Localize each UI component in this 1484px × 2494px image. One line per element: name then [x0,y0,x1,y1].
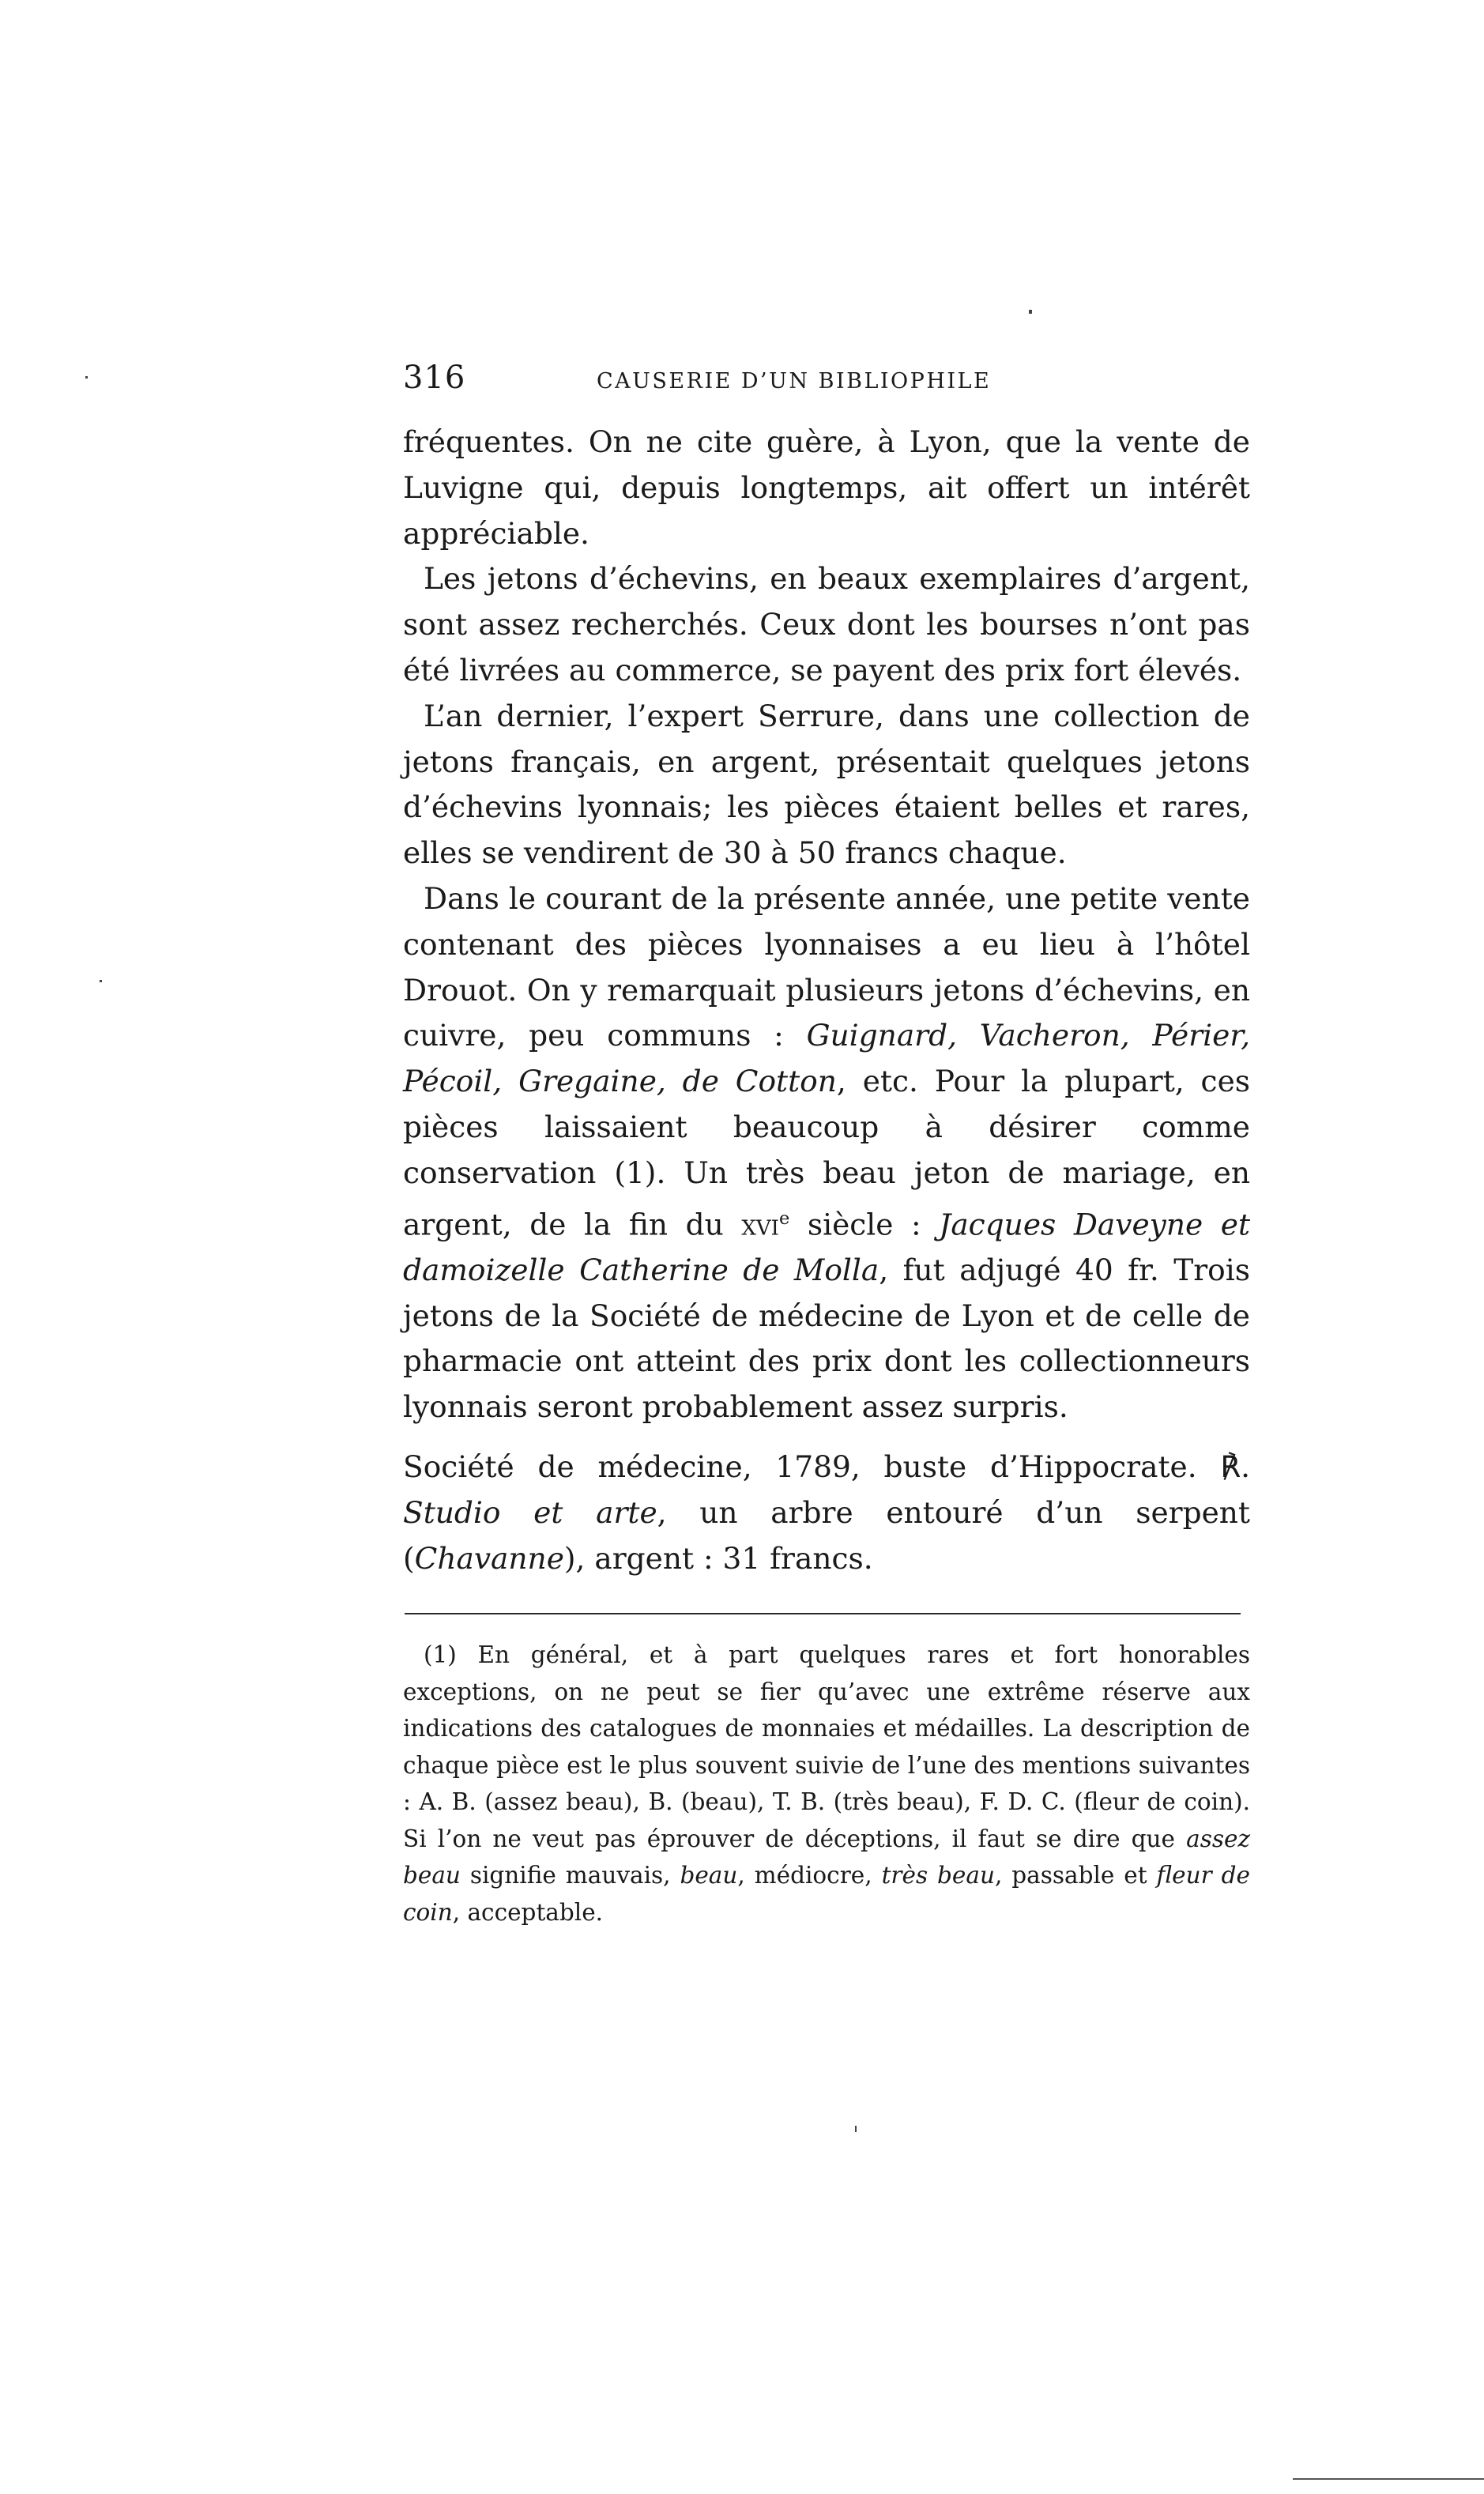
footnotes [403,1637,1250,1931]
book-page [403,360,1250,1931]
text-run: Les jetons d’échevins, en beaux exemplaires d’argent, sont assez recherchés. Ceux dont les bourses n’ont pas été livrées au commerce, se payent des prix fort élevés. [403,561,1250,688]
paragraph [403,420,1250,556]
margin-speck [85,376,88,379]
text-run: Société de médecine, 1789, buste d’Hippocrate. ℟. [403,1449,1250,1485]
text-run: xvi [741,1207,779,1242]
text-run: siècle : [789,1207,940,1242]
paragraph [403,876,1250,1430]
scan-edge-line [1293,2478,1484,2480]
text-run: Guignard, Vacheron, Périer, Pécoil, Gregaine, de Cotton [403,1018,1250,1099]
body-text [403,420,1250,1581]
text-run: ), argent : 31 francs. [563,1540,873,1576]
text-run: (1) En général, et à part quelques rares et fort honorables exceptions, on ne peut se fier qu’avec une extrême réserve aux indications des catalogues de monnaies et médailles. La description de chaque pièce est le plus souvent suivie de l’une des mentions suivantes : A. B. (assez beau), B. (beau), T. B. (très beau), F. D. C. (fleur de coin). Si l’on ne veut pas éprouver de déceptions, il faut se dire que [403,1641,1250,1852]
margin-speck [1029,310,1032,314]
footnote [403,1637,1250,1931]
catalogue-entry [403,1445,1250,1581]
text-run: Jacques Daveyne et damoizelle Catherine de Molla [403,1207,1251,1287]
text-run: , etc. Pour la plupart, ces pièces laissaient beaucoup à désirer comme conservation (1). Un très beau jeton de mariage, en argent, de la fin du [403,1064,1251,1242]
text-run: L’an dernier, l’expert Serrure, dans une collection de jetons français, en argent, présentait quelques jetons d’échevins lyonnais; les pièces étaient belles et rares, elles se vendirent de 30 à 50 francs chaque. [403,698,1250,871]
text-run: , un arbre entouré d’un serpent ( [403,1494,1250,1576]
text-run: signifie mauvais, [460,1862,680,1889]
text-run: , médiocre, [737,1862,882,1889]
text-run: Studio et arte [403,1494,657,1530]
text-run: fleur de coin [403,1862,1250,1926]
page-number: 316 [403,360,466,396]
text-run: très beau [881,1862,995,1889]
paragraph [403,694,1250,876]
margin-speck [100,980,102,982]
text-run: beau [680,1862,738,1889]
text-run: assez beau [403,1825,1250,1889]
text-run: Chavanne [414,1540,564,1576]
text-run: Dans le courant de la présente année, une petite vente contenant des pièces lyonnaises a eu lieu à l’hôtel Drouot. On y remarquait plusieurs jetons d’échevins, en cuivre, peu communs : [403,880,1250,1053]
margin-speck [855,2126,857,2132]
paragraph [403,556,1250,693]
text-run: fréquentes. On ne cite guère, à Lyon, que la vente de Luvigne qui, depuis longtemps, ait offert un intérêt appréciable. [403,424,1250,551]
text-run: , fut adjugé 40 fr. Trois jetons de la Société de médecine de Lyon et de celle de pharmacie ont atteint des prix dont les collectionneurs lyonnais seront probablement assez surpris. [403,1252,1250,1425]
text-run: e [778,1207,790,1229]
page-header [403,360,1250,415]
running-head: CAUSERIE D’UN BIBLIOPHILE [597,369,992,394]
text-run: , acceptable. [452,1898,604,1926]
footnote-divider [405,1613,1241,1614]
text-run: , passable et [994,1862,1157,1889]
